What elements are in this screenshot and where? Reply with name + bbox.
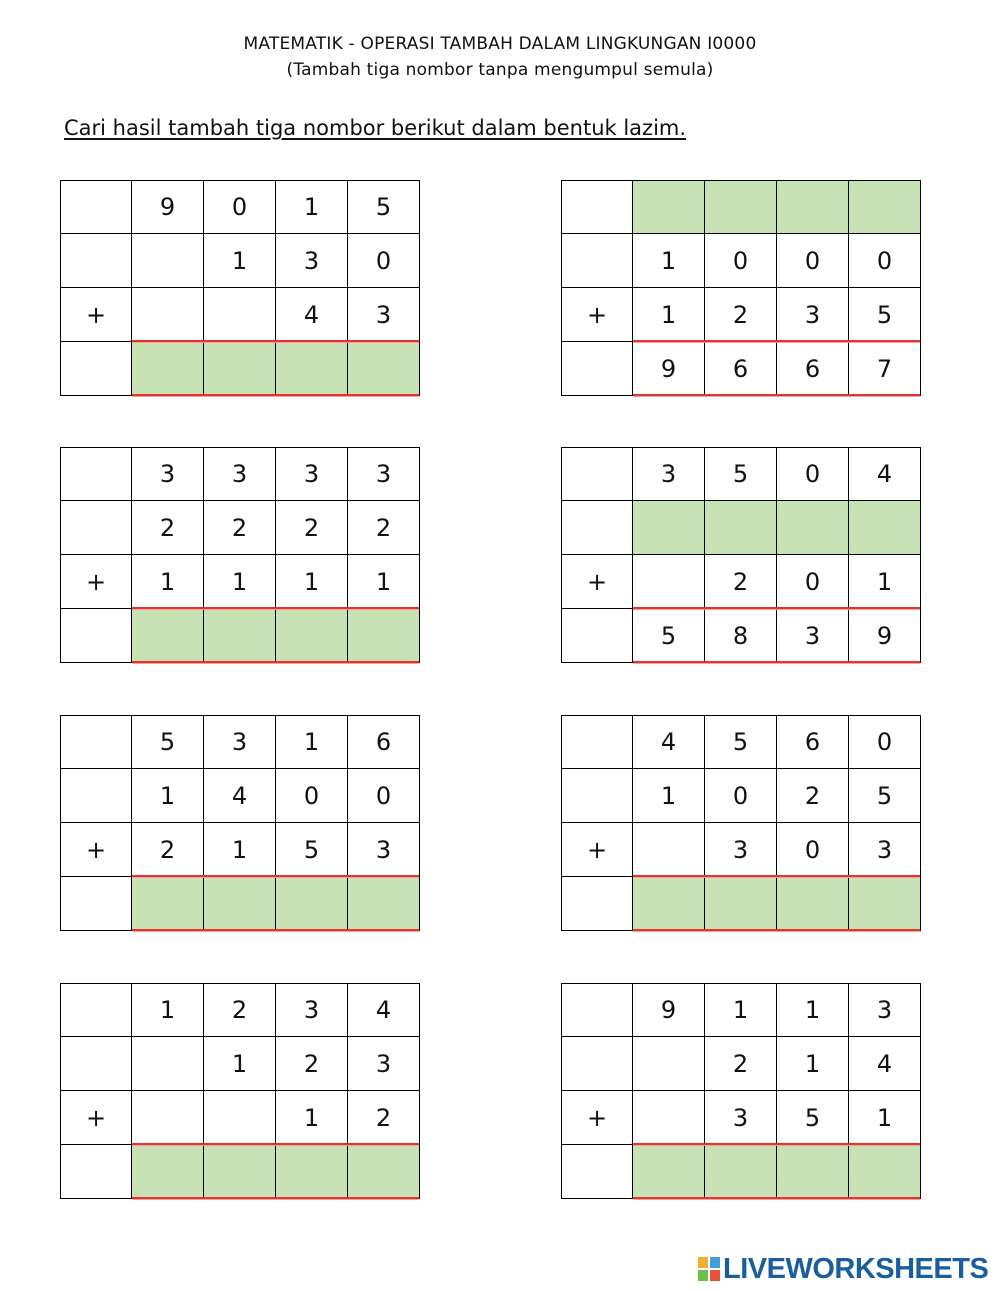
answer-input-cell[interactable] <box>204 609 276 663</box>
digit-cell: 0 <box>777 447 849 501</box>
digit-cell: 5 <box>276 823 348 877</box>
digit-cell: 6 <box>348 715 420 769</box>
sum-line <box>132 875 419 878</box>
digit-cell: 3 <box>348 1037 420 1091</box>
operator-cell <box>561 1037 633 1091</box>
digit-cell: 5 <box>777 1091 849 1145</box>
answer-input[interactable] <box>204 609 275 662</box>
operator-cell <box>60 1037 132 1091</box>
digit-cell: 0 <box>204 180 276 234</box>
digit-cell: 1 <box>348 555 420 609</box>
digit-cell: 1 <box>633 288 705 342</box>
logo-text: LIVEWORKSHEETS <box>723 1252 989 1285</box>
digit-cell: 0 <box>705 769 777 823</box>
digit-cell: 4 <box>276 288 348 342</box>
answer-input[interactable] <box>705 877 776 930</box>
answer-input[interactable] <box>132 342 203 395</box>
digit-cell: 5 <box>132 715 204 769</box>
answer-input-cell[interactable] <box>348 609 420 663</box>
digit-cell: 1 <box>204 555 276 609</box>
digit-cell: 3 <box>348 823 420 877</box>
digit-cell: 9 <box>132 180 204 234</box>
operator-cell <box>60 180 132 234</box>
digit-cell: 3 <box>276 447 348 501</box>
digit-cell: 1 <box>204 823 276 877</box>
digit-cell: 9 <box>633 983 705 1037</box>
operator-cell <box>561 983 633 1037</box>
digit-cell: 3 <box>777 288 849 342</box>
answer-input[interactable] <box>777 501 848 554</box>
digit-cell: 0 <box>777 555 849 609</box>
answer-input[interactable] <box>348 877 419 930</box>
answer-input-cell[interactable] <box>705 180 777 234</box>
digit-cell: 2 <box>705 1037 777 1091</box>
answer-input[interactable] <box>204 342 275 395</box>
digit-cell: 3 <box>777 609 849 663</box>
sum-line <box>132 1143 419 1146</box>
answer-input-cell[interactable] <box>705 1145 777 1199</box>
operator-cell <box>60 877 132 931</box>
plus-sign: + <box>561 823 633 877</box>
answer-input-cell[interactable] <box>633 877 705 931</box>
answer-input-cell[interactable] <box>705 501 777 555</box>
digit-cell: 3 <box>849 983 921 1037</box>
digit-cell: 1 <box>276 180 348 234</box>
answer-input[interactable] <box>633 1145 704 1198</box>
answer-input[interactable] <box>777 181 848 233</box>
digit-cell: 1 <box>276 1091 348 1145</box>
digit-cell: 1 <box>204 234 276 288</box>
digit-cell: 1 <box>633 234 705 288</box>
operator-cell <box>561 769 633 823</box>
answer-input-cell[interactable] <box>777 1145 849 1199</box>
digit-cell: 2 <box>132 501 204 555</box>
answer-input[interactable] <box>849 1145 920 1198</box>
answer-input-cell[interactable] <box>777 877 849 931</box>
worksheet-subtitle: (Tambah tiga nombor tanpa mengumpul semula) <box>286 60 714 80</box>
answer-input-cell[interactable] <box>633 1145 705 1199</box>
digit-cell: 2 <box>705 555 777 609</box>
answer-input-cell[interactable] <box>348 1145 420 1199</box>
digit-cell <box>132 234 204 288</box>
plus-sign: + <box>60 823 132 877</box>
digit-cell: 6 <box>777 342 849 396</box>
digit-cell: 0 <box>777 823 849 877</box>
digit-cell <box>633 1091 705 1145</box>
operator-cell <box>60 234 132 288</box>
digit-cell: 0 <box>777 234 849 288</box>
sum-line <box>633 340 920 343</box>
addition-problem <box>60 715 420 933</box>
operator-cell <box>561 447 633 501</box>
digit-cell: 1 <box>849 1091 921 1145</box>
answer-input-cell[interactable] <box>204 877 276 931</box>
digit-cell: 3 <box>705 823 777 877</box>
answer-input[interactable] <box>633 501 704 554</box>
digit-cell: 9 <box>849 609 921 663</box>
digit-cell: 2 <box>132 823 204 877</box>
digit-cell: 1 <box>132 555 204 609</box>
digit-cell: 2 <box>276 1037 348 1091</box>
digit-cell: 3 <box>849 823 921 877</box>
answer-input-cell[interactable] <box>633 501 705 555</box>
operator-cell <box>561 715 633 769</box>
answer-input[interactable] <box>705 1145 776 1198</box>
answer-input-cell[interactable] <box>204 342 276 396</box>
digit-cell: 2 <box>204 983 276 1037</box>
sum-line <box>132 1197 419 1200</box>
answer-input[interactable] <box>705 181 776 233</box>
operator-cell <box>60 342 132 396</box>
digit-cell: 3 <box>633 447 705 501</box>
digit-cell: 1 <box>132 983 204 1037</box>
digit-cell <box>204 288 276 342</box>
digit-cell: 1 <box>849 555 921 609</box>
answer-input-cell[interactable] <box>132 877 204 931</box>
answer-input-cell[interactable] <box>849 1145 921 1199</box>
liveworksheets-logo-icon <box>698 1257 720 1281</box>
digit-cell: 4 <box>204 769 276 823</box>
digit-cell: 6 <box>777 715 849 769</box>
digit-cell: 5 <box>705 447 777 501</box>
answer-input-cell[interactable] <box>276 877 348 931</box>
sum-line <box>633 661 920 664</box>
operator-cell <box>561 609 633 663</box>
digit-cell <box>633 823 705 877</box>
addition-problem <box>561 180 921 398</box>
liveworksheets-logo[interactable] <box>698 1254 988 1284</box>
answer-input-cell[interactable] <box>705 877 777 931</box>
sum-line <box>132 929 419 932</box>
digit-cell: 5 <box>348 180 420 234</box>
digit-cell: 3 <box>204 447 276 501</box>
operator-cell <box>561 1145 633 1199</box>
digit-cell: 3 <box>204 715 276 769</box>
worksheet-title: MATEMATIK - OPERASI TAMBAH DALAM LINGKUNGAN I0000 <box>243 34 757 54</box>
answer-input[interactable] <box>705 501 776 554</box>
answer-input-cell[interactable] <box>276 609 348 663</box>
digit-cell: 5 <box>705 715 777 769</box>
digit-cell: 0 <box>348 234 420 288</box>
digit-cell: 0 <box>849 715 921 769</box>
operator-cell <box>60 501 132 555</box>
answer-input[interactable] <box>276 609 347 662</box>
addition-problem <box>561 983 921 1201</box>
digit-cell: 8 <box>705 609 777 663</box>
digit-cell: 4 <box>348 983 420 1037</box>
addition-problem <box>561 447 921 665</box>
answer-input[interactable] <box>132 1145 203 1198</box>
answer-input[interactable] <box>132 609 203 662</box>
answer-input-cell[interactable] <box>348 342 420 396</box>
sum-line <box>132 394 419 397</box>
digit-cell <box>132 1091 204 1145</box>
plus-sign: + <box>60 1091 132 1145</box>
answer-input-cell[interactable] <box>633 180 705 234</box>
plus-sign: + <box>561 555 633 609</box>
digit-cell: 4 <box>849 1037 921 1091</box>
answer-input-cell[interactable] <box>204 1145 276 1199</box>
answer-input[interactable] <box>777 1145 848 1198</box>
answer-input[interactable] <box>204 1145 275 1198</box>
digit-cell: 7 <box>849 342 921 396</box>
answer-input-cell[interactable] <box>849 877 921 931</box>
digit-cell: 3 <box>705 1091 777 1145</box>
digit-cell: 5 <box>633 609 705 663</box>
answer-input-cell[interactable] <box>849 501 921 555</box>
digit-cell: 1 <box>276 715 348 769</box>
sum-line <box>633 1197 920 1200</box>
sum-line <box>633 875 920 878</box>
answer-input-cell[interactable] <box>777 180 849 234</box>
sum-line <box>132 340 419 343</box>
answer-input[interactable] <box>276 1145 347 1198</box>
digit-cell <box>132 288 204 342</box>
plus-sign: + <box>561 288 633 342</box>
answer-input[interactable] <box>276 877 347 930</box>
plus-sign: + <box>60 288 132 342</box>
answer-input-cell[interactable] <box>348 877 420 931</box>
sum-line <box>633 607 920 610</box>
operator-cell <box>561 342 633 396</box>
digit-cell: 5 <box>849 769 921 823</box>
digit-cell: 1 <box>132 769 204 823</box>
digit-cell: 1 <box>204 1037 276 1091</box>
digit-cell: 1 <box>276 555 348 609</box>
operator-cell <box>60 983 132 1037</box>
answer-input[interactable] <box>348 1145 419 1198</box>
digit-cell: 1 <box>777 983 849 1037</box>
sum-line <box>132 661 419 664</box>
sum-line <box>633 929 920 932</box>
digit-cell: 2 <box>276 501 348 555</box>
digit-cell: 3 <box>348 447 420 501</box>
addition-problem <box>60 180 420 398</box>
sum-line <box>132 607 419 610</box>
operator-cell <box>60 769 132 823</box>
digit-cell <box>132 1037 204 1091</box>
digit-cell <box>204 1091 276 1145</box>
answer-input-cell[interactable] <box>276 342 348 396</box>
digit-cell: 6 <box>705 342 777 396</box>
operator-cell <box>60 447 132 501</box>
digit-cell: 2 <box>777 769 849 823</box>
plus-sign: + <box>561 1091 633 1145</box>
operator-cell <box>561 501 633 555</box>
digit-cell: 1 <box>633 769 705 823</box>
operator-cell <box>60 609 132 663</box>
digit-cell: 2 <box>204 501 276 555</box>
answer-input[interactable] <box>849 181 920 233</box>
operator-cell <box>561 234 633 288</box>
answer-input-cell[interactable] <box>276 1145 348 1199</box>
answer-input[interactable] <box>849 501 920 554</box>
digit-cell: 3 <box>132 447 204 501</box>
instruction-text: Cari hasil tambah tiga nombor berikut dalam bentuk lazim. <box>64 116 687 140</box>
digit-cell: 5 <box>849 288 921 342</box>
answer-input-cell[interactable] <box>132 342 204 396</box>
digit-cell: 3 <box>348 288 420 342</box>
digit-cell: 2 <box>348 1091 420 1145</box>
answer-input[interactable] <box>633 181 704 233</box>
digit-cell: 2 <box>348 501 420 555</box>
addition-problem <box>60 447 420 665</box>
answer-input-cell[interactable] <box>849 180 921 234</box>
addition-problem <box>561 715 921 933</box>
addition-problem <box>60 983 420 1201</box>
digit-cell: 3 <box>276 983 348 1037</box>
answer-input-cell[interactable] <box>132 609 204 663</box>
answer-input[interactable] <box>132 877 203 930</box>
answer-input[interactable] <box>348 609 419 662</box>
answer-input[interactable] <box>777 877 848 930</box>
operator-cell <box>60 715 132 769</box>
answer-input[interactable] <box>849 877 920 930</box>
digit-cell: 0 <box>348 769 420 823</box>
digit-cell <box>633 1037 705 1091</box>
digit-cell: 4 <box>849 447 921 501</box>
digit-cell: 0 <box>276 769 348 823</box>
digit-cell: 9 <box>633 342 705 396</box>
operator-cell <box>561 180 633 234</box>
digit-cell: 2 <box>705 288 777 342</box>
plus-sign: + <box>60 555 132 609</box>
sum-line <box>633 394 920 397</box>
answer-input[interactable] <box>276 342 347 395</box>
answer-input-cell[interactable] <box>132 1145 204 1199</box>
digit-cell <box>633 555 705 609</box>
digit-cell: 1 <box>705 983 777 1037</box>
digit-cell: 4 <box>633 715 705 769</box>
operator-cell <box>60 1145 132 1199</box>
sum-line <box>633 1143 920 1146</box>
digit-cell: 0 <box>849 234 921 288</box>
operator-cell <box>561 877 633 931</box>
answer-input[interactable] <box>348 342 419 395</box>
digit-cell: 0 <box>705 234 777 288</box>
digit-cell: 1 <box>777 1037 849 1091</box>
answer-input[interactable] <box>204 877 275 930</box>
answer-input[interactable] <box>633 877 704 930</box>
answer-input-cell[interactable] <box>777 501 849 555</box>
digit-cell: 3 <box>276 234 348 288</box>
